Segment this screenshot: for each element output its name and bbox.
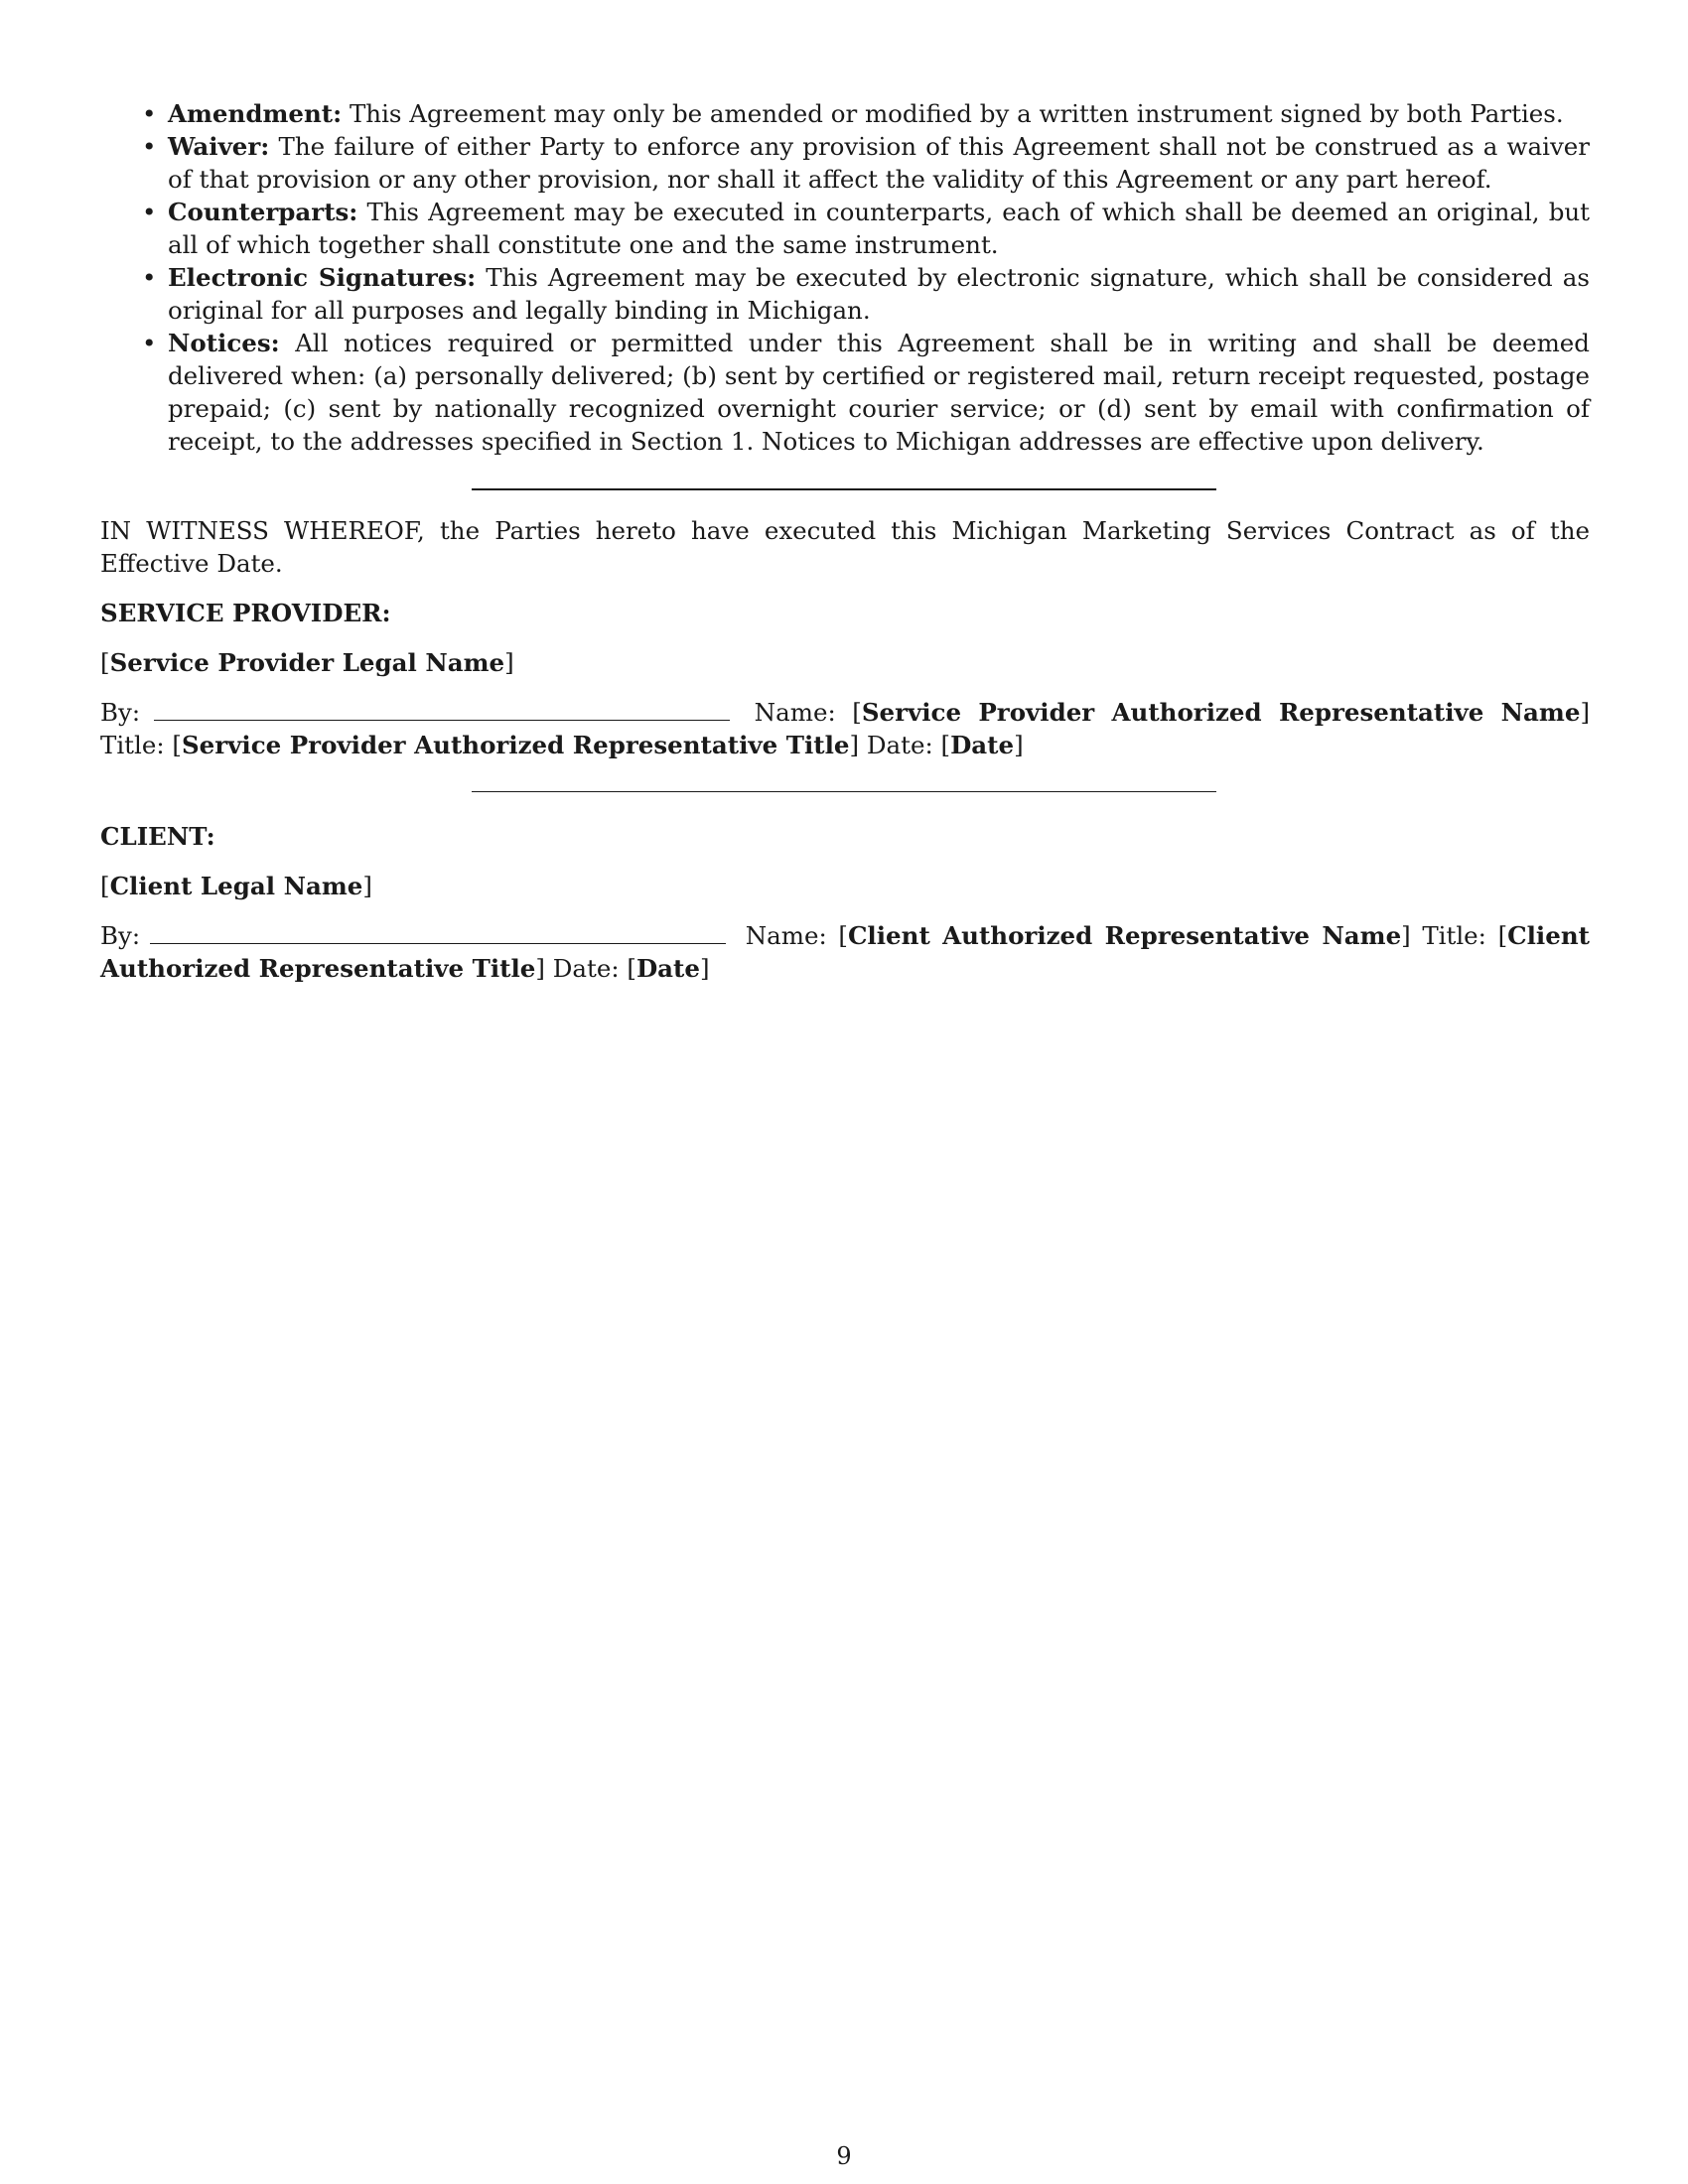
- client-name-value: Client Authorized Representative Name: [847, 921, 1402, 950]
- page-number: 9: [836, 2142, 852, 2170]
- provider-signature-block: By: Name: [Service Provider Authorized Representative Name] Title: [Service Provider Authorized Representative Title] Date: [Date]: [100, 698, 1590, 759]
- section-divider: [472, 488, 1216, 490]
- clause-text: This Agreement may be executed in counterparts, each of which shall be deemed an original, but all of which together shall constitute one and the same instrument.: [168, 198, 1590, 259]
- client-title-label: Title:: [1422, 921, 1486, 950]
- section-divider: [472, 791, 1216, 792]
- provider-title-value: Service Provider Authorized Representative Title: [181, 731, 850, 759]
- clause-term: Amendment:: [168, 99, 343, 128]
- provider-legal-name: [Service Provider Legal Name]: [100, 648, 514, 677]
- client-legal-name-value: Client Legal Name: [109, 872, 363, 900]
- clause-term: Counterparts:: [168, 198, 358, 226]
- provider-date-label: Date:: [866, 731, 933, 759]
- clause-text: This Agreement may only be amended or modified by a written instrument signed by both Parties.: [349, 99, 1564, 128]
- client-heading: CLIENT:: [100, 822, 215, 851]
- document-page: [100, 97, 1590, 985]
- clause-term: Electronic Signatures:: [168, 263, 477, 292]
- client-name-label: Name:: [745, 921, 827, 950]
- provider-signature-line[interactable]: [154, 698, 730, 721]
- clause-text: This Agreement may be executed by electronic signature, which shall be considered as original for all purposes and legally binding in Michigan.: [168, 263, 1590, 325]
- provider-date-value: Date: [950, 731, 1015, 759]
- client-title-value: Client Authorized Representative Title: [100, 921, 1590, 983]
- clause-text: All notices required or permitted under this Agreement shall be in writing and shall be deemed delivered when: (a) personally delivered; (b) sent by certified or registered mail, return receipt requested, postage prepaid; (c) sent by nationally recognized overnight courier service; or (d) sent by email with confirmation of receipt, to the addresses specified in Section 1. Notices to Michigan addresses are effective upon delivery.: [168, 329, 1590, 456]
- clause-term: Waiver:: [168, 132, 270, 161]
- client-signature-block: By: Name: [Client Authorized Representative Name] Title: [Client Authorized Representative Title] Date: [Date]: [100, 921, 1590, 983]
- client-signature-line[interactable]: [150, 921, 726, 944]
- provider-name-value: Service Provider Authorized Representative Name: [861, 698, 1581, 727]
- clause-term: Notices:: [168, 329, 280, 357]
- clause-list: [100, 97, 1590, 458]
- clause-waiver: [168, 130, 1590, 196]
- clause-electronic-signatures: [168, 261, 1590, 327]
- client-legal-name: [Client Legal Name]: [100, 872, 372, 900]
- provider-name-label: Name:: [754, 698, 836, 727]
- provider-heading: SERVICE PROVIDER:: [100, 599, 391, 627]
- clause-text: The failure of either Party to enforce any provision of this Agreement shall not be construed as a waiver of that provision or any other provision, nor shall it affect the validity of this Agreement or any part hereof.: [168, 132, 1590, 194]
- provider-by-label: By:: [100, 698, 141, 727]
- clause-amendment: [168, 97, 1590, 130]
- provider-title-label: Title:: [100, 731, 165, 759]
- witness-statement: IN WITNESS WHEREOF, the Parties hereto have executed this Michigan Marketing Services Contract as of the Effective Date.: [100, 516, 1590, 578]
- client-date-value: Date: [635, 954, 700, 983]
- provider-legal-name-value: Service Provider Legal Name: [109, 648, 505, 677]
- client-date-label: Date:: [552, 954, 620, 983]
- client-by-label: By:: [100, 921, 141, 950]
- clause-notices: [168, 327, 1590, 458]
- clause-counterparts: [168, 196, 1590, 261]
